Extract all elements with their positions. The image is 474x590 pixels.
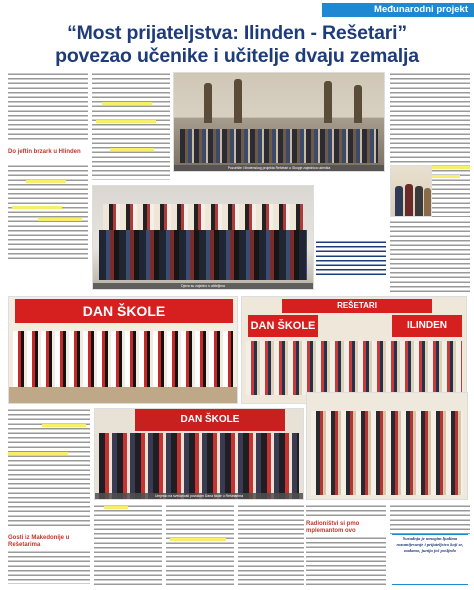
photo-caption: Umjesto na svečanosti povodom Dana škole u Rešetarima (95, 493, 303, 499)
text-block (316, 240, 386, 276)
pullquote-rule-bottom (392, 584, 468, 585)
attendees (99, 433, 299, 499)
highlight (110, 148, 154, 151)
person (424, 188, 431, 216)
photo-caption: Djeca su zajedno s učiteljima (93, 283, 313, 289)
person (395, 186, 403, 216)
highlight (96, 120, 156, 123)
highlight (170, 538, 226, 541)
section-bar (322, 3, 474, 17)
article-column-lower-1 (8, 408, 90, 584)
text-block (238, 504, 304, 586)
text-block (92, 72, 170, 180)
highlight (12, 206, 62, 209)
highlight (26, 180, 66, 183)
pullquote-rule-top (392, 534, 468, 535)
article-column-2 (92, 72, 170, 182)
side-caption (316, 230, 386, 290)
statue (324, 81, 332, 123)
article-column-lower-6 (390, 504, 470, 534)
article-column-lower-5 (306, 504, 386, 586)
article-column-lower-3 (166, 504, 234, 586)
headline-line-2: povezao učenike i učitelje dvaju zemalja (55, 45, 419, 67)
text-block (94, 504, 162, 586)
photo-small-group (390, 165, 432, 217)
photo-museum-visit (173, 72, 385, 172)
performers (13, 331, 233, 389)
front-row (99, 230, 307, 280)
text-block (8, 550, 90, 584)
subhead-2: Gosti iz Makedonije u Rešetarima (8, 535, 70, 548)
floor (9, 387, 237, 403)
students (311, 411, 463, 495)
photo-dan-skole-right (241, 296, 467, 404)
text-block (306, 504, 386, 516)
photo-dan-skole-left (8, 296, 238, 404)
statue (234, 79, 242, 123)
article-column-lower-4 (238, 504, 304, 586)
article-column-lower-2 (94, 504, 162, 586)
highlight (102, 102, 152, 105)
highlight (8, 452, 68, 455)
text-block (390, 504, 470, 534)
statue (354, 85, 362, 123)
text-block (306, 536, 386, 586)
text-block (390, 220, 470, 292)
banner-dan-skole-right: DAN ŠKOLE (248, 315, 318, 337)
banner-dan-skole-ceremony: DAN ŠKOLE (135, 409, 285, 431)
headline-line-1: “Most prijateljstva: Ilinden - Rešetari” (67, 22, 407, 44)
text-block (8, 164, 88, 260)
photo-caption: Pozorište i Ilindenskog projekta Rešetari u Skopje zajednica učenika (174, 165, 384, 171)
crowd (180, 129, 378, 163)
statue (204, 83, 212, 123)
highlight (42, 424, 86, 427)
highlight (104, 506, 128, 509)
subhead-1: Do jeftin brzark u Hlinden (8, 149, 81, 155)
banner-resetari: REŠETARI (282, 299, 432, 313)
photo-group-teachers (92, 185, 314, 290)
section-label: Međunarodni projekt (374, 4, 468, 15)
banner-ilinden: ILINDEN (392, 315, 462, 337)
photo-ceremony (94, 408, 304, 500)
banner-dan-skole: DAN ŠKOLE (15, 299, 233, 323)
photo-students-group (306, 392, 468, 500)
crowd (246, 341, 462, 395)
article-column-1 (8, 72, 88, 312)
person (405, 184, 413, 216)
pullquote: Suradnja je mnogim ljudima razumijevanje i prijateljstvo koji se, nadamo, junija još posljedo (396, 536, 464, 553)
text-block (8, 72, 88, 142)
headline (8, 22, 466, 68)
article-column-right-2 (390, 220, 470, 292)
subhead-4: Radioništvi si pmo mplemantom ovo (306, 521, 360, 534)
text-block (166, 504, 234, 586)
person (415, 186, 423, 216)
highlight (38, 218, 82, 221)
